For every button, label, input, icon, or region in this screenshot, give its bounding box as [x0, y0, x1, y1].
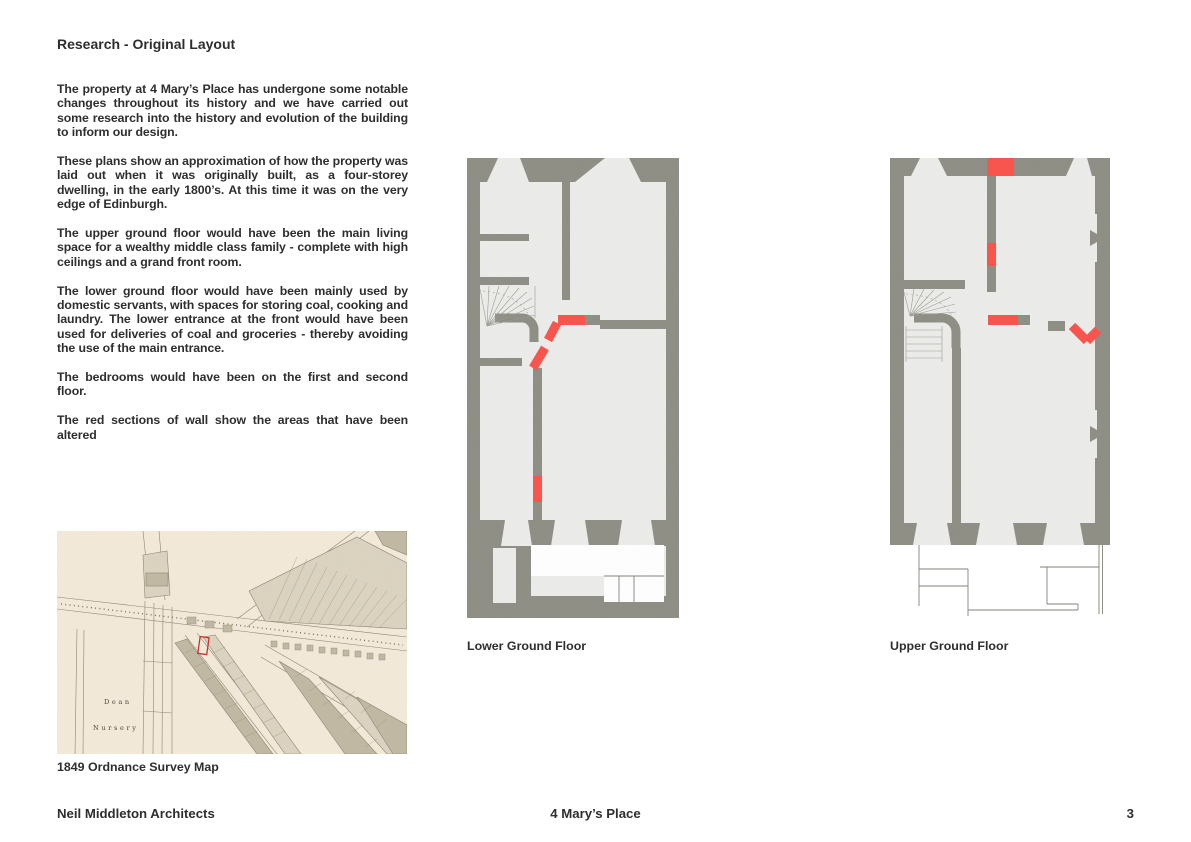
body-paragraph: The upper ground floor would have been the main living space for a wealthy middle class family - complete with high ceilings and a grand front room. [57, 226, 408, 269]
page-footer [57, 806, 1134, 826]
page-title: Research - Original Layout [57, 36, 236, 52]
ordnance-survey-map [57, 531, 407, 754]
body-paragraph: The lower ground floor would have been mainly used by domestic servants, with spaces for storing coal, cooking and laundry. The lower entrance at the front would have been used for deliveries of coal and groceries - thereby avoiding the use of the main entrance. [57, 283, 408, 356]
page-number: 3 [1126, 806, 1134, 821]
lower-plan-caption: Lower Ground Floor [467, 639, 587, 653]
body-paragraph: The property at 4 Mary’s Place has undergone some notable changes throughout its history and we have carried out some research into the history and evolution of the building to inform our design. [57, 82, 408, 140]
upper-ground-floor-plan [890, 158, 1110, 618]
body-paragraph: The red sections of wall show the areas that have been altered [57, 413, 408, 442]
map-caption: 1849 Ordnance Survey Map [57, 760, 219, 774]
upper-plan-caption: Upper Ground Floor [890, 639, 1009, 653]
entrance-steps-linework [919, 545, 1103, 616]
body-paragraph: These plans show an approximation of how the property was laid out when it was originally built, as a four-storey dwelling, in the early 1800’s. At this time it was on the very edge of Edinburgh. [57, 154, 408, 212]
footer-project-name: 4 Mary’s Place [550, 806, 641, 821]
lower-ground-floor-plan [467, 158, 679, 618]
footer-practice-name: Neil Middleton Architects [57, 806, 215, 821]
body-paragraph: The bedrooms would have been on the first and second floor. [57, 370, 408, 399]
body-text-column [57, 82, 408, 456]
